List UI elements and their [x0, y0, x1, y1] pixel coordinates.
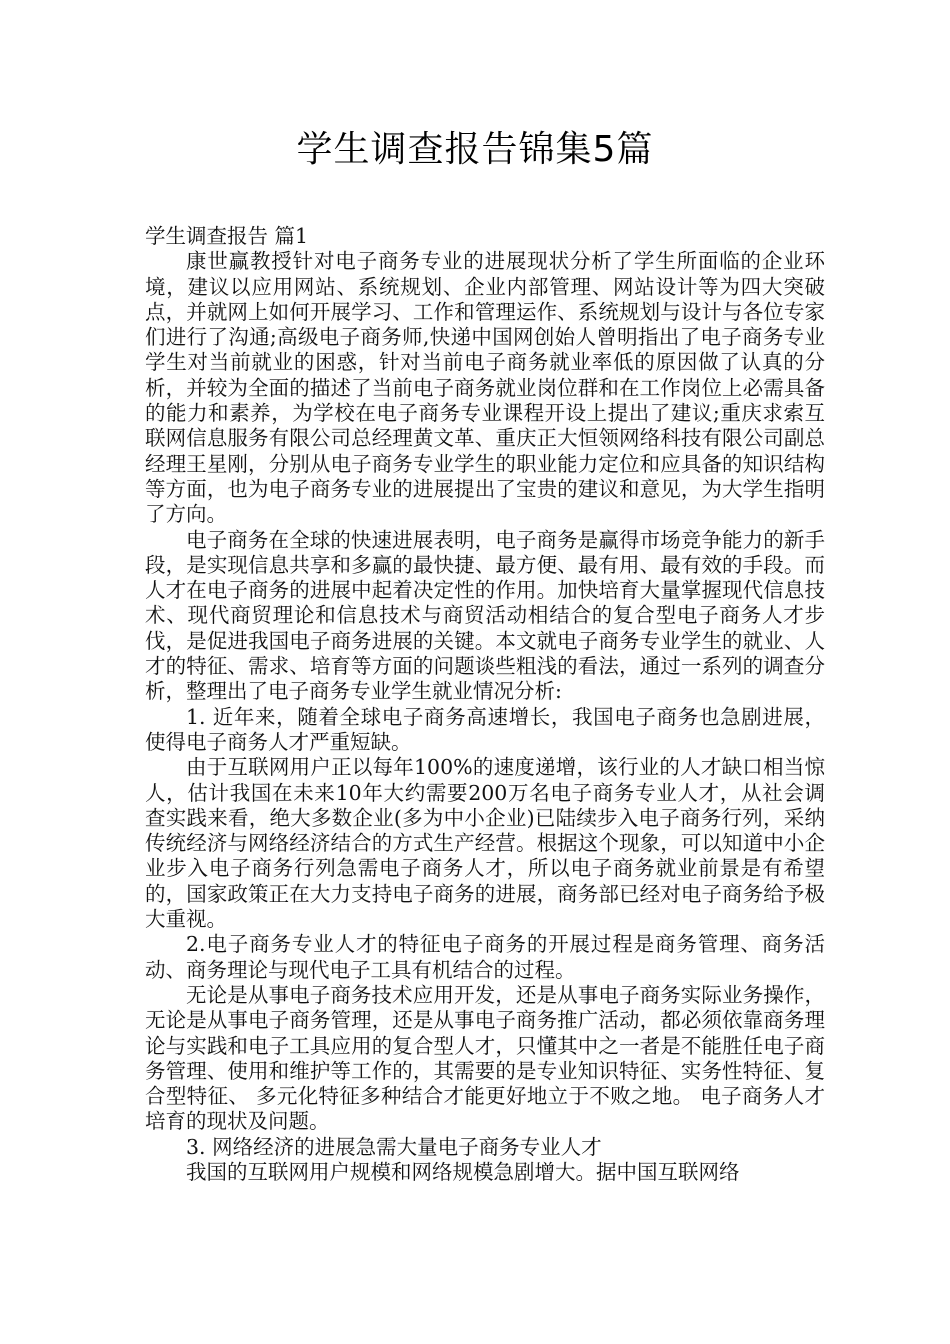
document-title: 学生调查报告锦集5篇 [296, 129, 654, 170]
paragraph: 1. 近年来，随着全球电子商务高速增长，我国电子商务也急剧进展，使得电子商务人才严重短缺。 [145, 704, 825, 754]
paragraph: 电子商务在全球的快速进展表明，电子商务是赢得市场竞争能力的新手段，是实现信息共享和多赢的最快捷、最方便、最有用、最有效的手段。而人才在电子商务的进展中起着决定性的作用。加快培育大量掌握现代信息技术、现代商贸理论和信息技术与商贸活动相结合的复合型电子商务人才步伐，是促进我国电子商务进展的关键。本文就电子商务专业学生的就业、人才的特征、需求、培育等方面的问题谈些粗浅的看法，通过一系列的调查分析，整理出了电子商务专业学生就业情况分析: [145, 527, 825, 704]
paragraph: 由于互联网用户正以每年100%的速度递增，该行业的人才缺口相当惊人，估计我国在未来10年大约需要200万名电子商务专业人才，从社会调查实践来看，绝大多数企业(多为中小企业)已陆续步入电子商务行列，采纳传统经济与网络经济结合的方式生产经营。根据这个现象，可以知道中小企业步入电子商务行列急需电子商务人才，所以电子商务就业前景是有希望的，国家政策正在大力支持电子商务的进展，商务部已经对电子商务给予极大重视。 [145, 755, 825, 932]
paragraph: 无论是从事电子商务技术应用开发，还是从事电子商务实际业务操作，无论是从事电子商务管理，还是从事电子商务推广活动，都必须依靠商务理论与实践和电子工具应用的复合型人才，只懂其中之一者是不能胜任电子商务管理、使用和维护等工作的，其需要的是专业知识特征、实务性特征、复合型特征、 多元化特征多种结合才能更好地立于不败之地。 电子商务人才培育的现状及问题。 [145, 982, 825, 1134]
paragraph: 康世赢教授针对电子商务专业的进展现状分析了学生所面临的企业环境，建议以应用网站、系统规划、企业内部管理、网站设计等为四大突破点，并就网上如何开展学习、工作和管理运作、系统规划与设计与各位专家们进行了沟通;高级电子商务师,快递中国网创始人曾明指出了电子商务专业学生对当前就业的困惑，针对当前电子商务就业率低的原因做了认真的分析，并较为全面的描述了当前电子商务就业岗位群和在工作岗位上必需具备的能力和素养，为学校在电子商务专业课程开设上提出了建议;重庆求索互联网信息服务有限公司总经理黄文革、重庆正大恒领网络科技有限公司副总经理王星刚，分别从电子商务专业学生的职业能力定位和应具备的知识结构等方面，也为电子商务专业的进展提出了宝贵的建议和意见，为大学生指明了方向。 [145, 249, 825, 527]
document-body [145, 224, 825, 1185]
section-heading: 学生调查报告 篇1 [145, 224, 309, 248]
paragraph: 我国的互联网用户规模和网络规模急剧增大。据中国互联网络 [186, 1159, 740, 1184]
paragraph: 3. 网络经济的进展急需大量电子商务专业人才 [186, 1134, 602, 1159]
paragraph: 2.电子商务专业人才的特征电子商务的开展过程是商务管理、商务活动、商务理论与现代电子工具有机结合的过程。 [145, 932, 825, 982]
